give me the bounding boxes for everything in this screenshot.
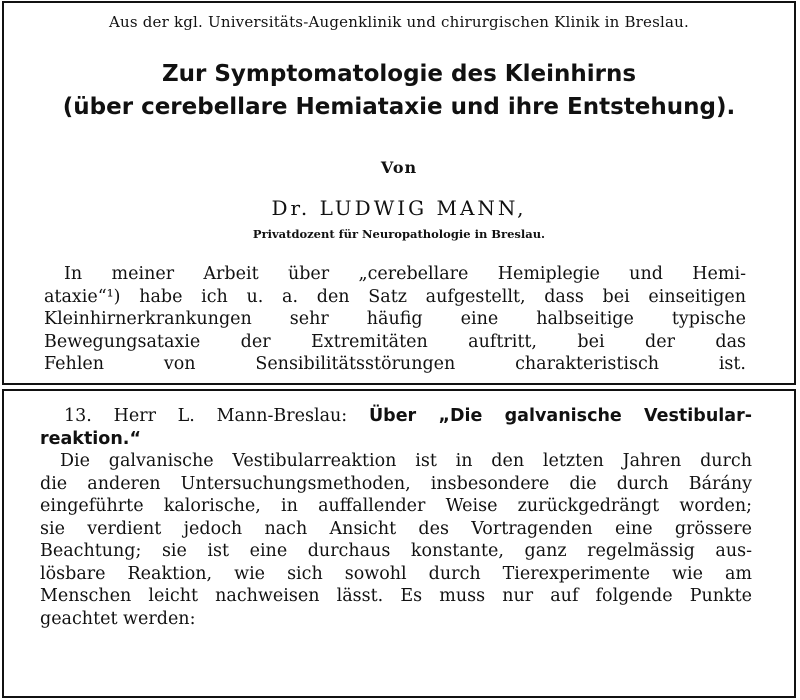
body-line-3: Kleinhirnerkrankungen sehr häufig eine halbseitige typische [44, 309, 746, 329]
talk-heading-line-1 [40, 405, 752, 428]
abstract-line-4: sie verdient jedoch nach Ansicht des Vortragenden eine grössere [40, 518, 752, 539]
abstract-line-8: geachtet werden: [40, 608, 196, 629]
article-title-line-1: Zur Symptomatologie des Kleinhirns [161, 61, 637, 87]
talk-title-part-2: reaktion.“ [40, 428, 141, 449]
author-affiliation: Privatdozent für Neuropathologie in Breslau. [252, 227, 546, 241]
talk-number-speaker: 13. Herr L. Mann-Breslau: [64, 406, 348, 426]
body-line-5: Fehlen von Sensibilitätsstörungen charakteristisch ist. [44, 354, 746, 374]
article-excerpt-top [2, 1, 796, 385]
body-line-1: In meiner Arbeit über „cerebellare Hemiplegie und Hemi- [64, 264, 746, 284]
byline-von: Von [380, 158, 418, 177]
article-title [4, 58, 794, 124]
body-line-2: ataxie“¹) habe ich u. a. den Satz aufgestellt, dass bei einseitigen [44, 286, 746, 307]
abstract-line-3: eingeführte kalorische, in auffallender Weise zurückgedrängt worden; [40, 496, 752, 516]
body-line-4: Bewegungsataxie der Extremitäten auftritt, bei der das [44, 331, 746, 352]
abstract-line-7: Menschen leicht nachweisen lässt. Es muss nur auf folgende Punkte [40, 586, 752, 606]
article-body-paragraph [44, 263, 746, 376]
article-title-line-2: (über cerebellare Hemiataxie und ihre Entstehung). [62, 94, 736, 120]
abstract-line-1: Die galvanische Vestibularreaktion ist in den letzten Jahren durch [60, 451, 752, 471]
abstract-line-5: Beachtung; sie ist eine durchaus konstante, ganz regelmässig aus- [40, 541, 752, 561]
abstract-line-2: die anderen Untersuchungsmethoden, insbesondere die durch Bárány [40, 473, 752, 494]
author-name: Dr. LUDWIG MANN, [271, 196, 527, 220]
article-excerpt-bottom [2, 389, 796, 698]
source-institution-line: Aus der kgl. Universitäts-Augenklinik und chirurgischen Klinik in Breslau. [108, 13, 689, 31]
talk-title-part-1: Über „Die galvanische Vestibular- [368, 406, 752, 426]
talk-abstract [40, 405, 752, 630]
abstract-line-6: lösbare Reaktion, wie sich sowohl durch Tierexperimente wie am [40, 563, 752, 584]
